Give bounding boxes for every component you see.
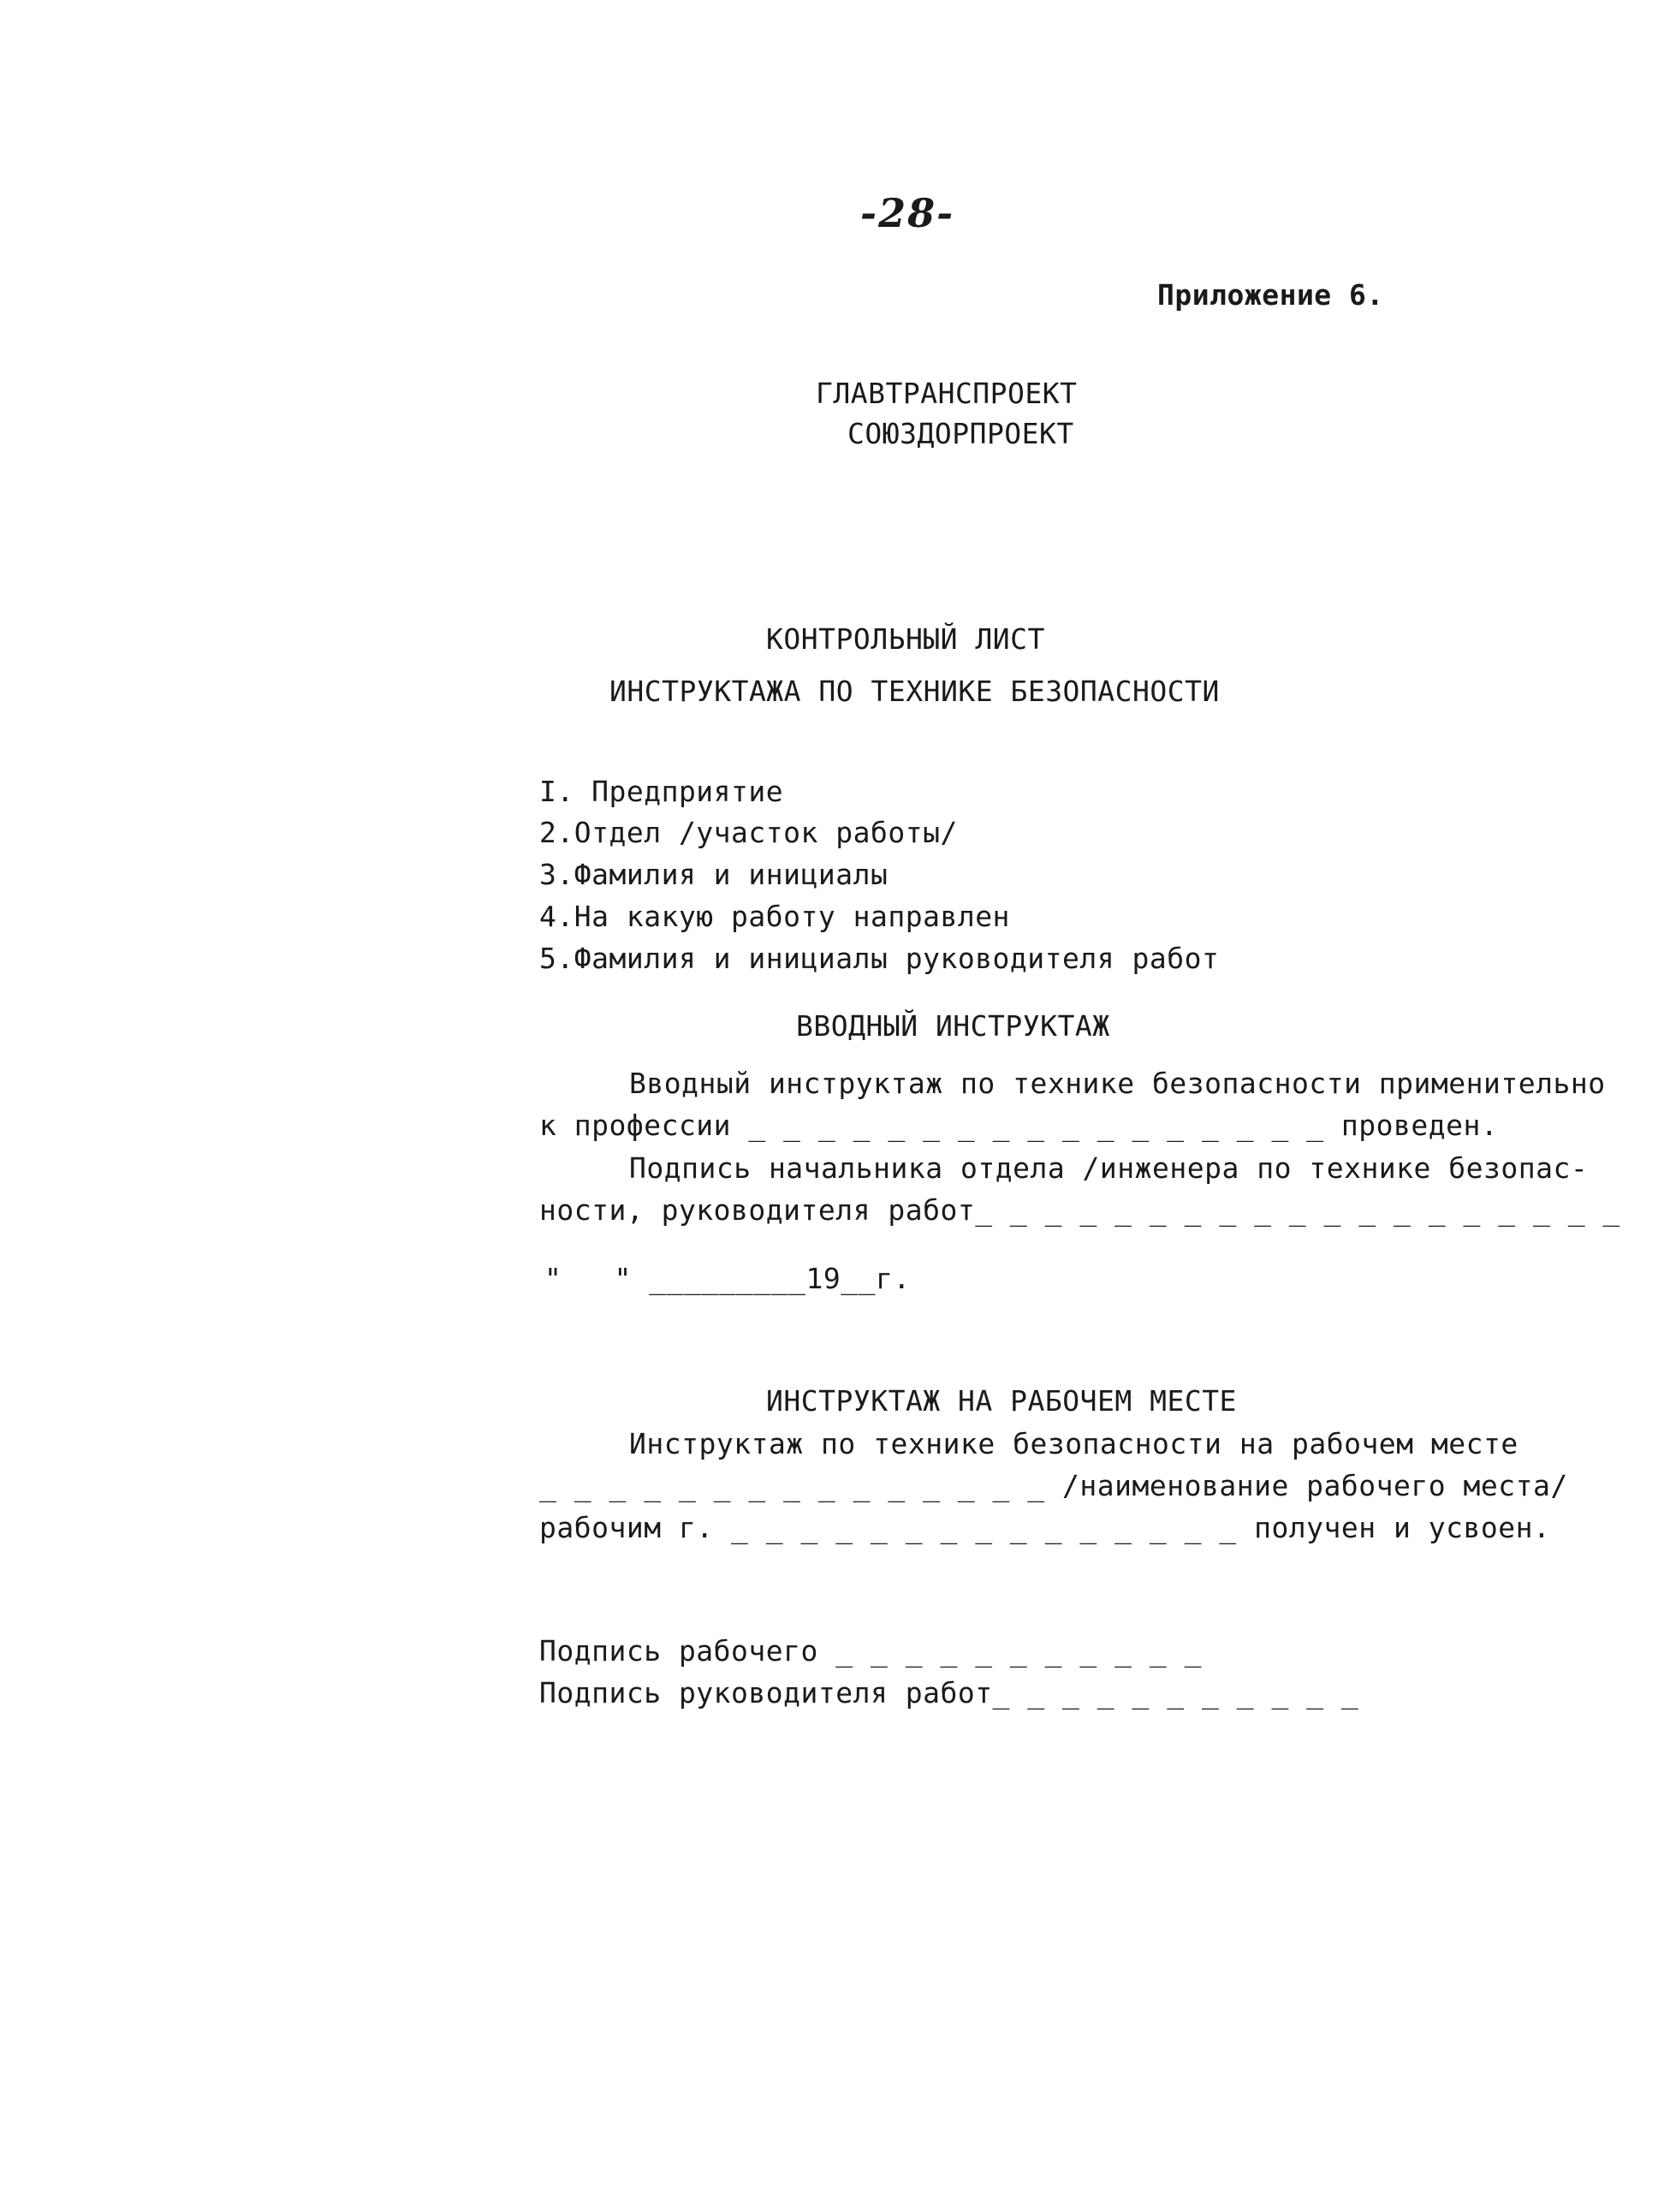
intro-text-line-1: Вводный инструктаж по технике безопасности применительно (629, 1067, 1606, 1100)
field-enterprise: I. Предприятие (539, 775, 784, 808)
worker-signature-line: Подпись рабочего _ _ _ _ _ _ _ _ _ _ _ (539, 1634, 1202, 1668)
intro-heading: ВВОДНЫЙ ИНСТРУКТАЖ (796, 1009, 1110, 1043)
workplace-text-line-3: рабочим г. _ _ _ _ _ _ _ _ _ _ _ _ _ _ _ получен и усвоен. (539, 1511, 1551, 1544)
page-number: -28- (860, 190, 955, 236)
intro-text-line-4: ности, руководителя работ_ _ _ _ _ _ _ _ _ _ _ _ _ _ _ _ _ _ _ (539, 1193, 1620, 1227)
intro-text-line-3: Подпись начальника отдела /инженера по технике безопас- (629, 1151, 1589, 1185)
org-name-sub: СОЮЗДОРПРОЕКТ (847, 417, 1074, 450)
workplace-text-line-1: Инструктаж по технике безопасности на рабочем месте (629, 1427, 1519, 1460)
doc-subtitle: ИНСТРУКТАЖА ПО ТЕХНИКЕ БЕЗОПАСНОСТИ (609, 675, 1220, 708)
workplace-heading: ИНСТРУКТАЖ НА РАБОЧЕМ МЕСТЕ (766, 1384, 1237, 1418)
field-department: 2.Отдел /участок работы/ (539, 816, 958, 849)
intro-text-line-2: к профессии _ _ _ _ _ _ _ _ _ _ _ _ _ _ _ _ _ проведен. (539, 1109, 1499, 1142)
field-assignment: 4.На какую работу направлен (539, 900, 1010, 933)
org-name-main: ГЛАВТРАНСПРОЕКТ (816, 377, 1078, 410)
supervisor-signature-line: Подпись руководителя работ_ _ _ _ _ _ _ _ _ _ _ (539, 1676, 1359, 1710)
intro-date-line: " " _________19__г. (544, 1262, 911, 1295)
workplace-text-line-2: _ _ _ _ _ _ _ _ _ _ _ _ _ _ _ /наименование рабочего места/ (539, 1469, 1568, 1502)
doc-title: КОНТРОЛЬНЫЙ ЛИСТ (766, 622, 1045, 656)
appendix-label: Приложение 6. (1157, 278, 1384, 312)
field-supervisor: 5.Фамилия и инициалы руководителя работ (539, 942, 1220, 975)
field-name: 3.Фамилия и инициалы (539, 858, 889, 891)
